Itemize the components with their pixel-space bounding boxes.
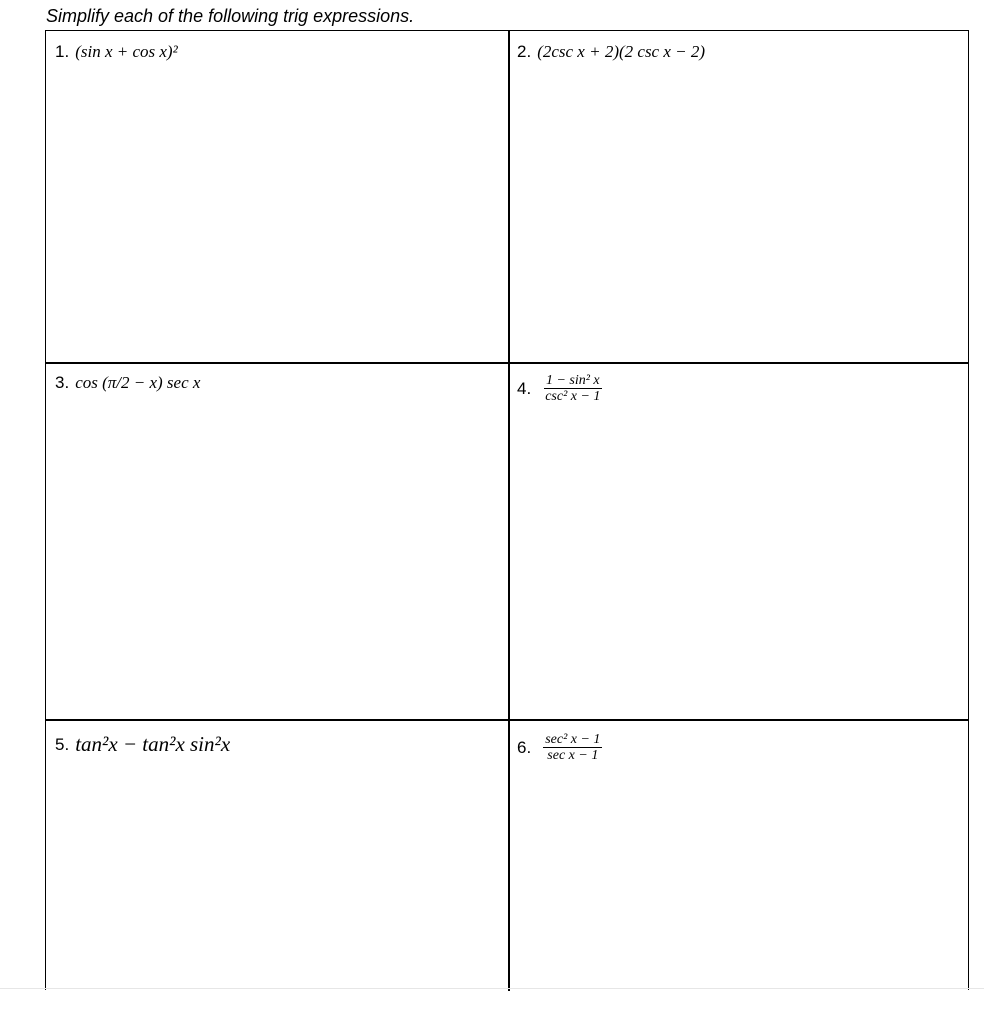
problem-6-fraction (543, 732, 602, 763)
problem-3-number: 3. (55, 373, 70, 392)
problem-1-expression: (sin x + cos x)² (75, 42, 178, 61)
page-bottom-rule (0, 988, 984, 989)
problem-4 (517, 373, 602, 404)
problem-3-expression: cos (π/2 − x) sec x (75, 373, 201, 392)
problem-2 (517, 42, 705, 62)
problem-6-number: 6. (517, 737, 532, 757)
problem-4-denominator: csc² x − 1 (545, 389, 601, 404)
problem-6-numerator: sec² x − 1 (545, 732, 601, 747)
problem-2-number: 2. (517, 42, 532, 61)
problem-6-denominator: sec x − 1 (547, 748, 599, 763)
problem-5 (55, 732, 230, 757)
problem-4-numerator: 1 − sin² x (545, 373, 600, 388)
problem-4-fraction (543, 373, 602, 404)
grid-row-divider-2 (46, 719, 968, 721)
problem-1 (55, 42, 178, 62)
grid-row-divider-1 (46, 362, 968, 364)
problem-1-number: 1. (55, 42, 70, 61)
problem-6 (517, 732, 602, 763)
problem-4-number: 4. (517, 378, 532, 398)
grid-column-divider (508, 31, 510, 991)
problem-2-expression: (2csc x + 2)(2 csc x − 2) (537, 42, 706, 61)
problem-5-number: 5. (55, 734, 70, 754)
problem-3 (55, 373, 200, 393)
problem-5-expression: tan²x − tan²x sin²x (75, 732, 231, 756)
problem-grid (45, 30, 969, 990)
worksheet-instructions: Simplify each of the following trig expressions. (46, 6, 415, 26)
